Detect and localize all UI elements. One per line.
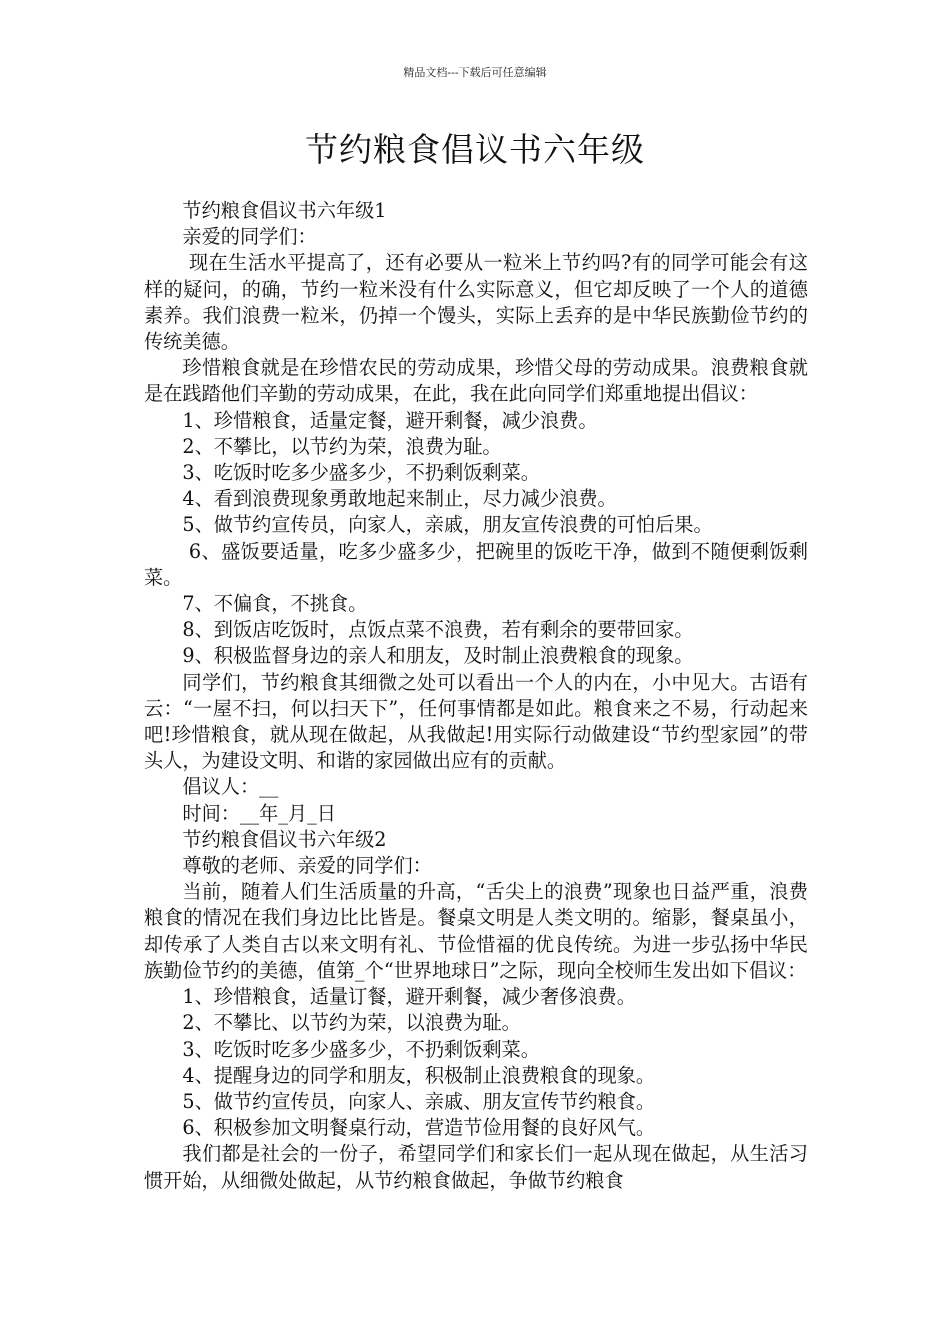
list-item: 6、积极参加文明餐桌行动，营造节俭用餐的良好风气。	[182, 1116, 656, 1140]
list-item: 5、做节约宣传员，向家人，亲戚，朋友宣传浪费的可怕后果。	[182, 513, 713, 537]
list-item: 6、盛饭要适量，吃多少盛多少，把碗里的饭吃干净，做到不随便剩饭剩菜。	[144, 539, 808, 589]
salutation-1: 亲爱的同学们：	[182, 225, 317, 249]
list-item: 1、珍惜粮食，适量定餐，避开剩餐，减少浪费。	[182, 408, 598, 432]
document-body	[144, 198, 808, 1194]
paragraph: 我们都是社会的一份子，希望同学们和家长们一起从现在做起，从生活习惯开始，从细微处做起，从节约粮食做起，争做节约粮食	[144, 1142, 808, 1192]
paragraph: 珍惜粮食就是在珍惜农民的劳动成果，珍惜父母的劳动成果。浪费粮食就是在践踏他们辛勤的劳动成果，在此，我在此向同学们郑重地提出倡议：	[144, 356, 808, 406]
list-item: 4、看到浪费现象勇敢地起来制止，尽力减少浪费。	[182, 487, 617, 511]
list-item: 2、不攀比，以节约为荣，浪费为耻。	[182, 434, 502, 458]
signature-line: 倡议人：__	[182, 775, 279, 799]
list-item: 7、不偏食，不挑食。	[182, 592, 368, 616]
list-item: 5、做节约宣传员，向家人、亲戚、朋友宣传节约粮食。	[182, 1089, 656, 1113]
list-item: 1、珍惜粮食，适量订餐，避开剩餐，减少奢侈浪费。	[182, 985, 636, 1009]
date-line: 时间：__年_月_日	[182, 801, 336, 825]
section-heading-1: 节约粮食倡议书六年级1	[182, 199, 387, 222]
salutation-2: 尊敬的老师、亲爱的同学们：	[182, 854, 432, 878]
list-item: 2、不攀比、以节约为荣，以浪费为耻。	[182, 1011, 521, 1035]
paragraph: 同学们，节约粮食其细微之处可以看出一个人的内在，小中见大。古语有云：“一屋不扫，何以扫天下”，任何事情都是如此。粮食来之不易，行动起来吧!珍惜粮食，就从现在做起，从我做起!用实际行动做建设“节约型家园”的带头人，为建设文明、和谐的家园做出应有的贡献。	[144, 670, 808, 773]
document-title: 节约粮食倡议书六年级	[305, 130, 645, 169]
paragraph: 当前，随着人们生活质量的升高，“舌尖上的浪费”现象也日益严重，浪费粮食的情况在我们身边比比皆是。餐桌文明是人类文明的。缩影，餐桌虽小，却传承了人类自古以来文明有礼、节俭惜福的优良传统。为进一步弘扬中华民族勤俭节约的美德，值第_个“世界地球日”之际，现向全校师生发出如下倡议：	[144, 880, 808, 982]
paragraph: 现在生活水平提高了，还有必要从一粒米上节约吗?有的同学可能会有这样的疑问，的确，节约一粒米没有什么实际意义，但它却反映了一个人的道德素养。我们浪费一粒米，仍掉一个馒头，实际上丢弃的是中华民族勤俭节约的传统美德。	[144, 251, 808, 354]
section-heading-2: 节约粮食倡议书六年级2	[182, 827, 387, 851]
list-item: 3、吃饭时吃多少盛多少，不扔剩饭剩菜。	[182, 1037, 540, 1061]
list-item: 4、提醒身边的同学和朋友，积极制止浪费粮食的现象。	[182, 1063, 656, 1087]
list-item: 9、积极监督身边的亲人和朋友，及时制止浪费粮食的现象。	[182, 644, 694, 668]
list-item: 8、到饭店吃饭时，点饭点菜不浪费，若有剩余的要带回家。	[182, 618, 694, 642]
page-header: 精品文档---下载后可任意编辑	[403, 66, 547, 79]
list-item: 3、吃饭时吃多少盛多少，不扔剩饭剩菜。	[182, 461, 540, 485]
